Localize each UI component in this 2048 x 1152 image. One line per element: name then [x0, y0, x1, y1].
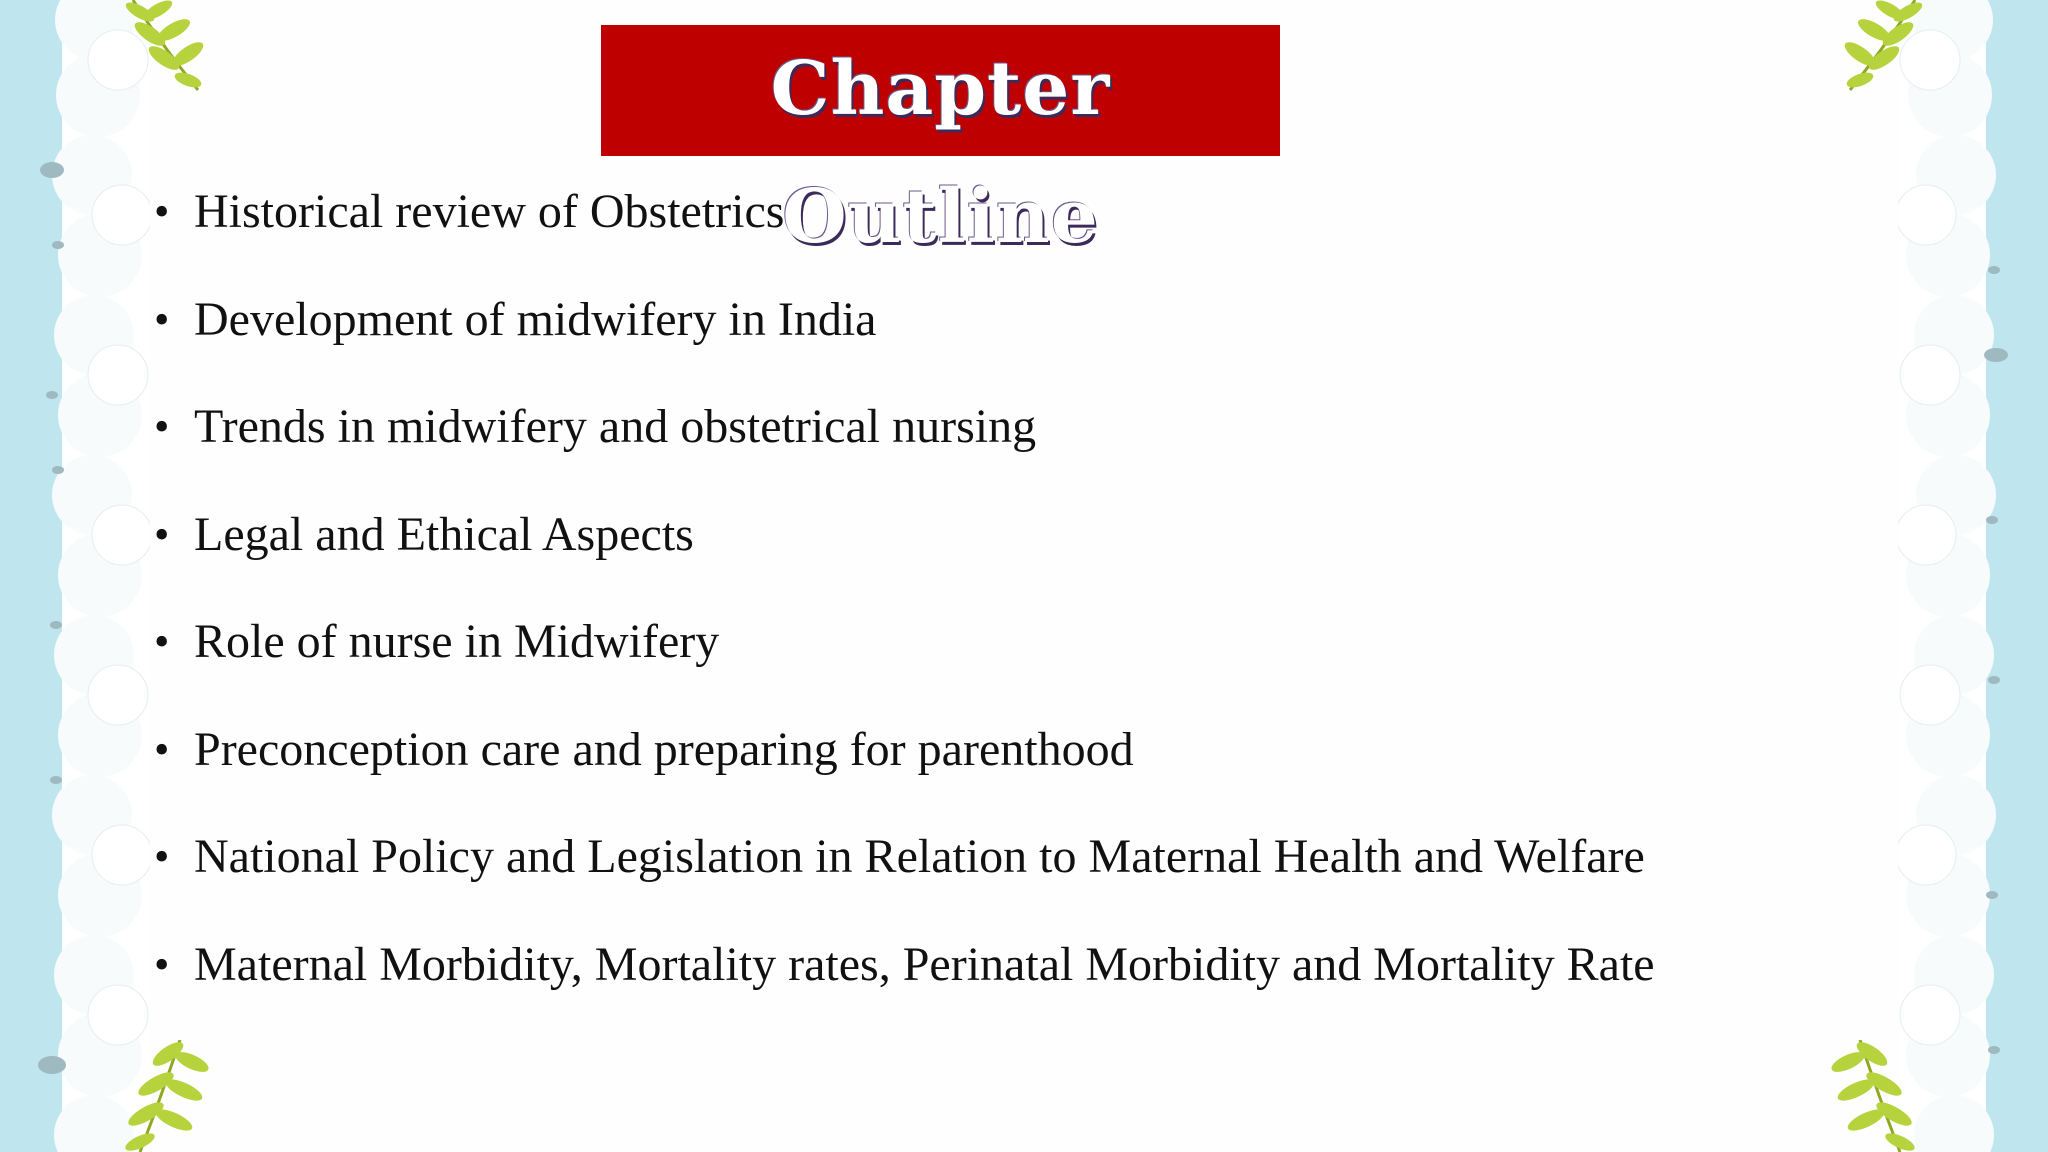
- fern-icon: [1820, 1040, 1930, 1152]
- bullet-icon: •: [154, 187, 170, 236]
- list-item: [154, 383, 1854, 491]
- fern-icon: [110, 1040, 220, 1152]
- list-item: [154, 491, 1854, 599]
- bullet-icon: •: [154, 402, 170, 451]
- page-title: Chapter Outline: [770, 46, 1111, 260]
- list-item-text: Preconception care and preparing for parenthood: [194, 722, 1134, 776]
- bullet-icon: •: [154, 294, 170, 344]
- list-item: [154, 168, 1854, 276]
- bullet-icon: •: [154, 939, 170, 989]
- title-banner: [601, 25, 1280, 260]
- list-item-text: Historical review of Obstetrics: [194, 185, 785, 238]
- list-item-text: Development of midwifery in India: [194, 292, 877, 346]
- list-item: [154, 706, 1854, 814]
- bullet-icon: •: [154, 617, 170, 666]
- right-floral-border: [1898, 0, 2048, 1152]
- bullet-icon: •: [154, 724, 170, 774]
- left-floral-border: [0, 0, 150, 1152]
- bullet-icon: •: [154, 832, 170, 881]
- list-item-text: Trends in midwifery and obstetrical nursing: [194, 400, 1037, 453]
- list-item: [154, 813, 1854, 921]
- list-item-text: Maternal Morbidity, Mortality rates, Perinatal Morbidity and Mortality Rate: [194, 937, 1655, 991]
- list-item: [154, 921, 1854, 1029]
- list-item: [154, 598, 1854, 706]
- chapter-outline-list: [154, 168, 1854, 1028]
- bullet-icon: •: [154, 509, 170, 559]
- fern-icon: [1830, 0, 1930, 95]
- list-item-text: Legal and Ethical Aspects: [194, 507, 694, 561]
- fern-icon: [118, 0, 218, 95]
- list-item-text: Role of nurse in Midwifery: [194, 615, 720, 668]
- list-item: [154, 276, 1854, 384]
- list-item-text: National Policy and Legislation in Relation to Maternal Health and Welfare: [194, 830, 1645, 883]
